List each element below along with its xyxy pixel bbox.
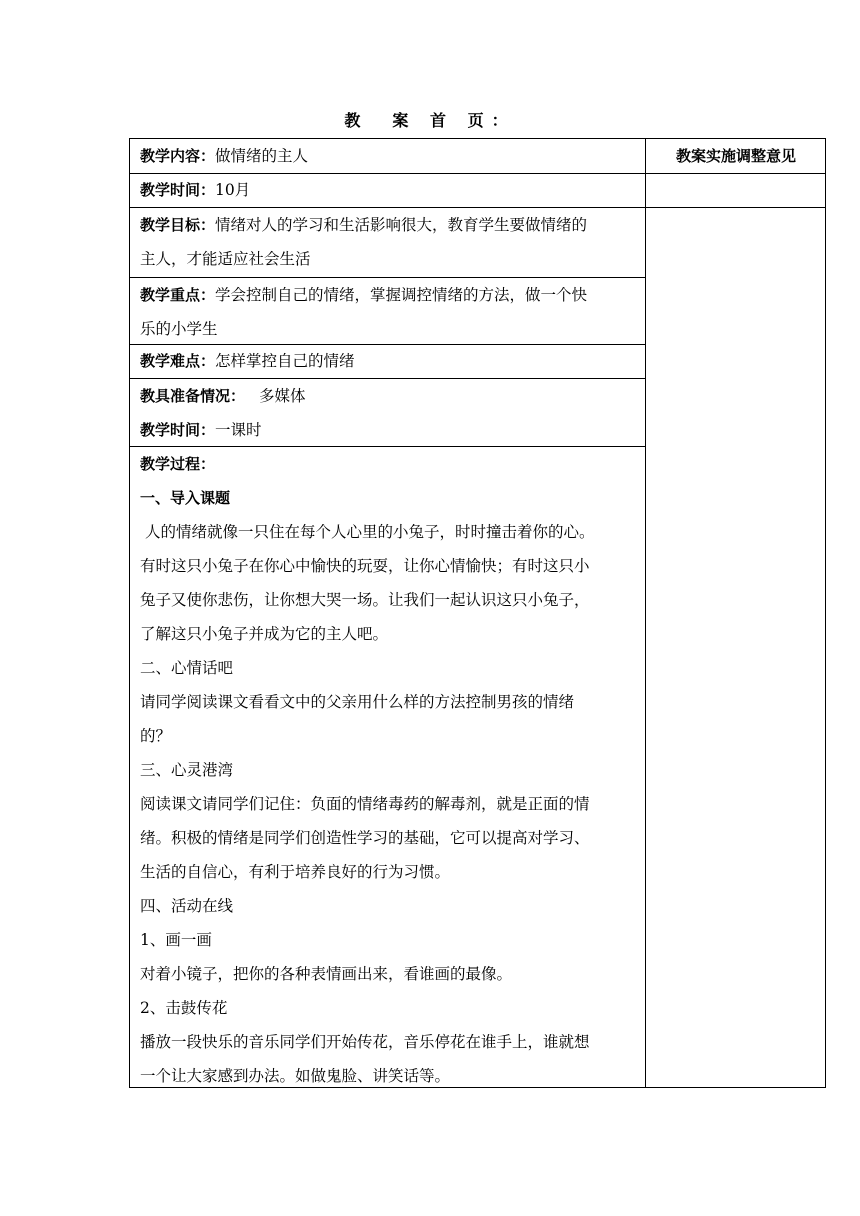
- difficulty-value: 怎样掌控自己的情绪: [215, 352, 355, 370]
- key-point-row: [140, 278, 640, 346]
- difficulty-row: [140, 344, 640, 378]
- prep-row: [140, 379, 640, 447]
- content-row: [140, 139, 640, 173]
- content-label: 教学内容：: [140, 147, 216, 165]
- section1-line: 兔子又使你悲伤，让你想大哭一场。让我们一起认识这只小兔子，: [140, 591, 590, 609]
- hours-label: 教学时间：: [140, 421, 216, 439]
- content-value: 做情绪的主人: [215, 147, 309, 165]
- key-point-text-line2: 乐的小学生: [140, 320, 218, 338]
- section4-title: 四、活动在线: [140, 897, 234, 915]
- key-point-text-line1: 学会控制自己的情绪，掌握调控情绪的方法，做一个快: [215, 286, 588, 304]
- section3-line: 绪。积极的情绪是同学们创造性学习的基础，它可以提高对学习、: [140, 829, 590, 847]
- section1-title: 一、导入课题: [140, 489, 231, 507]
- goals-text-line1: 情绪对人的学习和生活影响很大，教育学生要做情绪的: [215, 216, 588, 234]
- process-section: [140, 447, 640, 1093]
- time-value: 10月: [215, 181, 251, 199]
- goals-text-line2: 主人，才能适应社会生活: [140, 250, 311, 268]
- section3-line: 生活的自信心，有利于培养良好的行为习惯。: [140, 863, 451, 881]
- section3-line: 阅读课文请同学们记住：负面的情绪毒药的解毒剂，就是正面的情: [140, 795, 590, 813]
- prep-label: 教具准备情况：: [140, 387, 246, 405]
- section2-line: 请同学阅读课文看看文中的父亲用什么样的方法控制男孩的情绪: [140, 693, 575, 711]
- section1-line: 有时这只小兔子在你心中愉快的玩耍，让你心情愉快；有时这只小: [140, 557, 590, 575]
- section2-line: 的？: [140, 727, 172, 745]
- section2-title: 二、心情话吧: [140, 659, 234, 677]
- prep-value: 多媒体: [259, 387, 306, 405]
- difficulty-label: 教学难点：: [140, 352, 216, 370]
- process-heading: 教学过程：: [140, 455, 216, 473]
- hours-value: 一课时: [215, 421, 262, 439]
- page-title: 教 案 首 页：: [344, 111, 516, 130]
- goals-row: [140, 208, 640, 276]
- key-point-label: 教学重点：: [140, 286, 216, 304]
- time-label: 教学时间：: [140, 181, 216, 199]
- activity2-line: 播放一段快乐的音乐同学们开始传花，音乐停花在谁手上，谁就想: [140, 1033, 590, 1051]
- section3-title: 三、心灵港湾: [140, 761, 234, 779]
- section1-line: 了解这只小兔子并成为它的主人吧。: [140, 625, 389, 643]
- activity1-title: 1、画一画: [140, 931, 212, 949]
- activity1-text: 对着小镜子，把你的各种表情画出来，看谁画的最像。: [140, 965, 513, 983]
- adjustment-header: 教案实施调整意见: [675, 147, 796, 165]
- time-row: [140, 173, 640, 207]
- lesson-plan-table: [129, 138, 826, 1088]
- column-divider: [645, 139, 646, 1087]
- activity2-title: 2、击鼓传花: [140, 999, 228, 1017]
- section1-line: 人的情绪就像一只住在每个人心里的小兔子，时时撞击着你的心。: [145, 523, 595, 541]
- activity2-line: 一个让大家感到办法。如做鬼脸、讲笑话等。: [140, 1067, 451, 1085]
- goals-label: 教学目标：: [140, 216, 216, 234]
